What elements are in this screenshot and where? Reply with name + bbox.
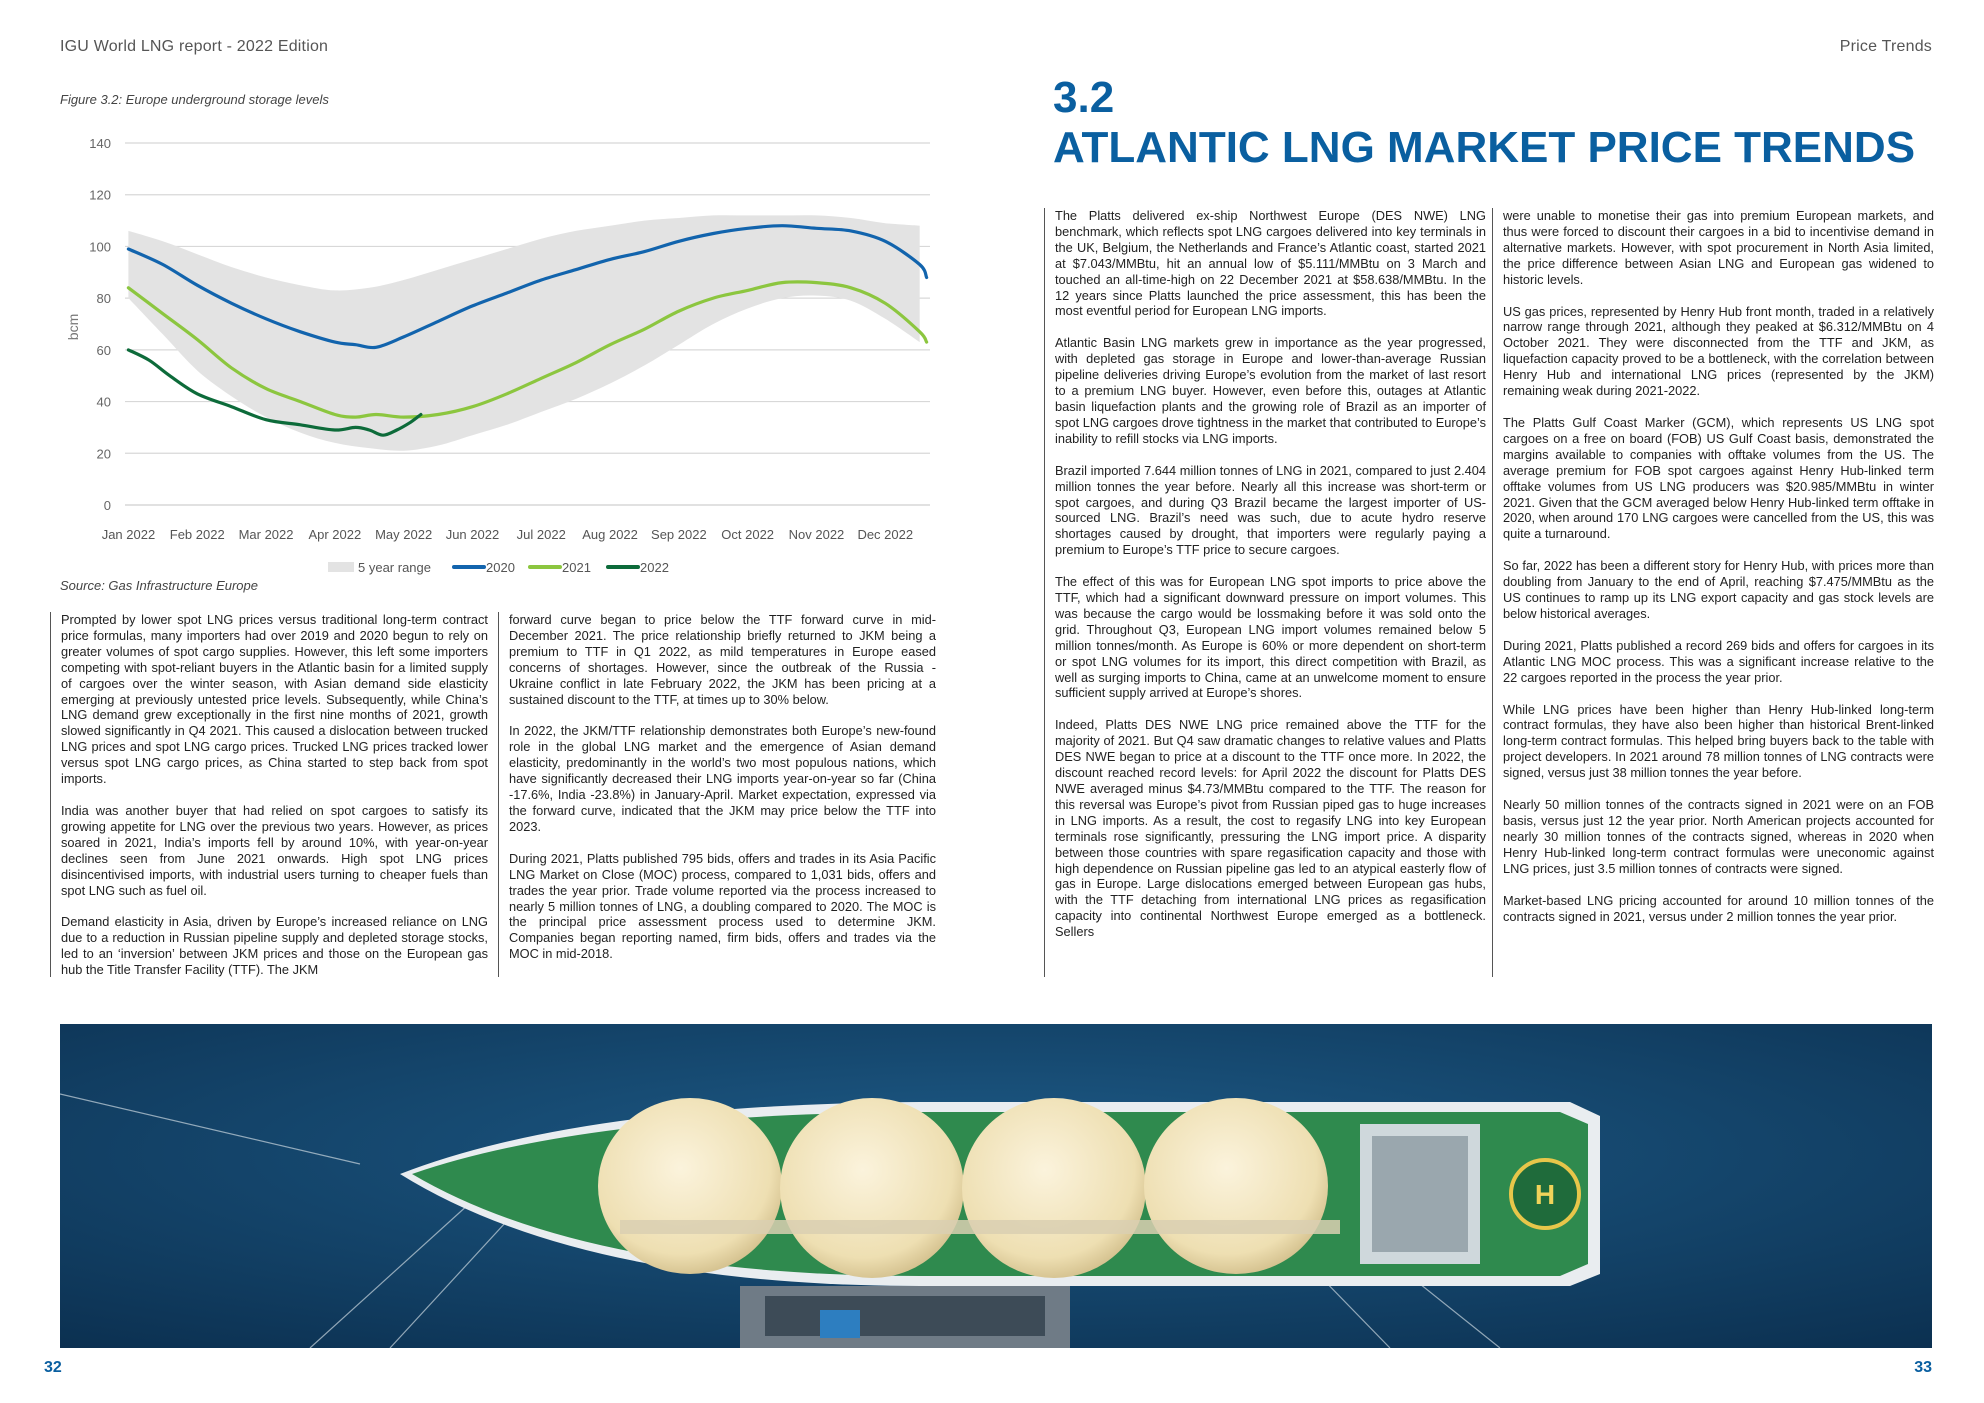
body-column-1: [50, 612, 488, 977]
y-tick-label: 0: [103, 498, 111, 513]
y-tick-label: 80: [96, 291, 111, 307]
y-tick-label: 40: [96, 394, 111, 410]
cargo-tank-4: [1144, 1098, 1328, 1274]
legend-label: 2021: [562, 560, 591, 575]
y-axis-label: bcm: [65, 313, 81, 341]
body-column-3: [1044, 208, 1486, 977]
lng-carrier-photo: [60, 1024, 1932, 1348]
paragraph: were unable to monetise their gas into premium European markets, and thus were forced to discount their cargoes in a bid to incentivise demand in alternative markets. However, with spot procurement in North Asia limited, the price difference between Asian LNG and European gas widened to historic levels.: [1503, 208, 1934, 287]
paragraph: forward curve began to price below the TTF forward curve in mid-December 2021. The price relationship briefly returned to JKM being a premium to TTF in Q1 2022, as mild temperatures in Europe eased concerns of shortages. However, since the outbreak of the Russia - Ukraine conflict in late February 2022, the JKM has been pricing at a sustained discount to the TTF, at times up to 30% below.: [509, 612, 936, 707]
chart-legend: [328, 560, 669, 575]
y-tick-label: 60: [96, 342, 111, 358]
paragraph: So far, 2022 has been a different story for Henry Hub, with prices more than doubling from January to the end of April, reaching $7.475/MMBtu as the US continues to ramp up its LNG export capacity and gas stock levels are below historical averages.: [1503, 558, 1934, 621]
paragraph: The effect of this was for European LNG spot imports to price above the TTF, which had a significant downward pressure on import volumes. This was because the cargo would be lossmaking before it was sold onto the grid. Throughout Q3, European LNG import volumes remained below 5 million tonnes/month. As Europe is 60% or more dependent on short-term or spot LNG volumes for its import, this direct competition with Brazil, as well as surging imports to China, came at an unwelcome moment to ensure sufficient supply arrived at Europe’s shores.: [1055, 574, 1486, 701]
paragraph: Prompted by lower spot LNG prices versus traditional long-term contract price formulas, many importers had over 2019 and 2020 begun to rely on greater volumes of spot cargo supplies. However, this left some importers competing with spot-reliant buyers in the Atlantic basin for a limited supply of cargoes over the winter season, with Asian demand side elasticity emerging at previously untested price levels. Subsequently, while China’s LNG demand grew exceptionally in the first nine months of 2021, growth slowed significantly in Q4 2021. This caused a dislocation between trucked LNG prices and spot LNG cargo prices. Trucked LNG prices tracked lower versus spot LNG cargo prices, as China started to step back from spot imports.: [61, 612, 488, 787]
y-tick-label: 100: [89, 239, 111, 255]
running-header-left: IGU World LNG report - 2022 Edition: [60, 38, 329, 55]
x-tick-label: Oct 2022: [721, 527, 775, 542]
jetty-deck: [765, 1296, 1045, 1336]
cargo-tank-3: [962, 1098, 1146, 1278]
cargo-tank-2: [780, 1098, 964, 1278]
legend-swatch: [328, 562, 354, 572]
pipe-rack: [620, 1220, 1340, 1234]
chart-x-ticks: [102, 527, 913, 542]
paragraph: Nearly 50 million tonnes of the contracts signed in 2021 were on an FOB basis, versus just 12 the year prior. North American projects accounted for nearly 30 million tonnes of the contracts signed, whereas in 2020 when Henry Hub-linked long-term contract formulas were uneconomic against LNG prices, just 3.5 million tonnes of contracts were signed.: [1503, 797, 1934, 876]
x-tick-label: Sep 2022: [651, 527, 707, 542]
paragraph: During 2021, Platts published 795 bids, offers and trades in its Asia Pacific LNG Market on Close (MOC) process, compared to 1,031 bids, offers and trades the year prior. Trade volume reported via the process increased to nearly 5 million tonnes of LNG, a doubling compared to 2020. The MOC is the principal price assessment process used to determine JKM. Companies began reporting named, firm bids, offers and trades via the MOC in mid-2018.: [509, 850, 936, 962]
page-number-left: 32: [44, 1359, 62, 1376]
figure-source: Source: Gas Infrastructure Europe: [60, 578, 258, 593]
x-tick-label: Jul 2022: [516, 527, 566, 542]
y-tick-label: 140: [89, 136, 111, 151]
paragraph: India was another buyer that had relied on spot cargoes to satisfy its growing appetite for LNG over the previous two years. However, as prices soared in 2021, India’s imports fell by around 10%, with year-on-year declines seen from June 2021 onwards. High spot LNG prices disincentivised imports, with industrial users turning to cheaper fuels than spot LNG such as fuel oil.: [61, 802, 488, 898]
x-tick-label: Feb 2022: [169, 527, 225, 542]
cargo-tank-1: [598, 1098, 782, 1274]
figure-caption: Figure 3.2: Europe underground storage levels: [60, 92, 329, 107]
x-tick-label: Aug 2022: [582, 527, 638, 542]
y-tick-label: 120: [89, 187, 111, 203]
paragraph: US gas prices, represented by Henry Hub front month, traded in a relatively narrow range through 2021, although they peaked at $6.312/MMBtu on 4 October 2021. They were disconnected from the TTF and JKM, as liquefaction capacity proved to be a bottleneck, with the correlation between Henry Hub and international LNG prices (represented by the JKM) remaining weak during 2021-2022.: [1503, 303, 1934, 399]
paragraph: Indeed, Platts DES NWE LNG price remained above the TTF for the majority of 2021. But Q4 saw dramatic changes to relative values and Platts DES NWE began to price at a discount to the TTF once more. In 2022, the discount reached record levels: for April 2022 the discount for Platts DES NWE averaged minus $4.73/MMBtu compared to the TTF. The reason for this reversal was Europe’s pivot from Russian piped gas to huge increases in LNG imports. As a result, the cost to regasify LNG into key European terminals rose significantly, pressuring the LNG import price. A disparity between those countries with spare regasification capacity and those with high dependence on Russian pipeline gas led to an atypical easterly flow of gas in Europe. Large dislocations emerged between European gas hubs, with the TTF detaching from international LNG prices as regasification capacity into continental Northwest Europe emerged as a bottleneck. Sellers: [1055, 717, 1486, 940]
paragraph: While LNG prices have been higher than Henry Hub-linked long-term contract formulas, they have also been higher than historical Brent-linked long-term contract formulas. This helped bring buyers back to the table with project developers. In 2021 around 78 million tonnes of LNG contracts were signed, versus just 38 million tonnes the year before.: [1503, 701, 1934, 781]
paragraph: The Platts Gulf Coast Marker (GCM), which represents US LNG spot cargoes on a free on board (FOB) US Gulf Coast basis, demonstrated the margins available to companies with offtake volumes from the US. The average premium for FOB spot cargoes against Henry Hub-linked term offtake volumes from US LNG producers was $20.985/MMBtu in winter 2021. Given that the GCM averaged below Henry Hub-linked term offtake in 2020, when around 170 LNG cargoes were cancelled from the US, this was quite a turnaround.: [1503, 414, 1934, 542]
storage-chart: [60, 115, 940, 585]
x-tick-label: Jun 2022: [445, 527, 500, 542]
x-tick-label: Dec 2022: [857, 527, 914, 542]
legend-label: 2020: [486, 560, 515, 575]
body-column-2: [498, 612, 936, 977]
x-tick-label: Mar 2022: [238, 527, 294, 542]
y-tick-label: 20: [96, 446, 111, 462]
legend-label: 5 year range: [358, 560, 431, 575]
x-tick-label: May 2022: [375, 527, 433, 542]
chart-svg: [60, 115, 940, 585]
chart-y-ticks: [89, 136, 111, 513]
paragraph: During 2021, Platts published a record 269 bids and offers for cargoes in its Atlantic LNG MOC process. This was a significant increase relative to the 22 cargoes reported in the process the year prior.: [1503, 637, 1934, 685]
x-tick-label: Jan 2022: [101, 527, 156, 542]
paragraph: Atlantic Basin LNG markets grew in importance as the year progressed, with depleted gas storage in Europe and lower-than-average Russian pipeline deliveries driving Europe’s evolution from the market of last resort to a premium LNG buyer. However, even before this, outages at Atlantic basin liquefaction plants and the growing role of Brazil as an importer of spot LNG cargoes drove tightness in the market that contributed to Europe’s inability to refill stocks via LNG imports.: [1055, 335, 1486, 446]
legend-label: 2022: [640, 560, 669, 575]
superstructure-roof: [1372, 1136, 1468, 1252]
running-header-right: Price Trends: [1839, 38, 1932, 55]
body-column-4: [1492, 208, 1934, 977]
helipad-letter: H: [1534, 1179, 1556, 1210]
section-number: 3.2: [1053, 73, 1115, 122]
chart-range-band: [128, 215, 919, 451]
page-number-right: 33: [1914, 1359, 1932, 1376]
range-band: [128, 215, 919, 451]
paragraph: Brazil imported 7.644 million tonnes of LNG in 2021, compared to just 2.404 million tonnes the year before. Nearly all this increase was short-term or spot cargoes, and during Q3 Brazil became the largest importer of US-sourced LNG. Brazil’s need was such, due to acute hydro reserve shortages caused by drought, that importers were regularly paying a premium to Europe’s TTF price to secure cargoes.: [1055, 462, 1486, 558]
x-tick-label: Apr 2022: [308, 527, 362, 542]
lng-carrier-ship-aerial-photo: [60, 1024, 1932, 1348]
section-title: ATLANTIC LNG MARKET PRICE TRENDS: [1053, 123, 1916, 172]
paragraph: Market-based LNG pricing accounted for around 10 million tonnes of the contracts signed in 2021, versus under 2 million tonnes the year prior.: [1503, 892, 1934, 924]
x-tick-label: Nov 2022: [788, 527, 845, 542]
paragraph: Demand elasticity in Asia, driven by Europe’s increased reliance on LNG due to a reduction in Russian pipeline supply and depleted storage stocks, led to an ‘inversion’ between JKM prices and those on the European gas hub the Title Transfer Facility (TTF). The JKM: [61, 914, 488, 978]
paragraph: In 2022, the JKM/TTF relationship demonstrates both Europe’s new-found role in the global LNG market and the emergence of Asian demand elasticity, predominantly in the world’s two most populous nations, which have significantly decreased their LNG imports year-on-year so far (China -17.6%, India -23.8%) in January-April. Market expectation, expressed via the forward curve, indicated that the JKM may price below the TTF into 2023.: [509, 723, 936, 834]
jetty-container: [820, 1310, 860, 1338]
paragraph: The Platts delivered ex-ship Northwest Europe (DES NWE) LNG benchmark, which reflects spot LNG cargoes delivered into key terminals in the UK, Belgium, the Netherlands and France’s Atlantic coast, started 2021 at $7.043/MMBtu, hit an annual low of $5.111/MMBtu on 3 March and touched an all-time-high on 22 December 2021 at $58.638/MMBtu. In the 12 years since Platts launched the price assessment, this has been the most eventful period for European LNG imports.: [1055, 208, 1486, 319]
